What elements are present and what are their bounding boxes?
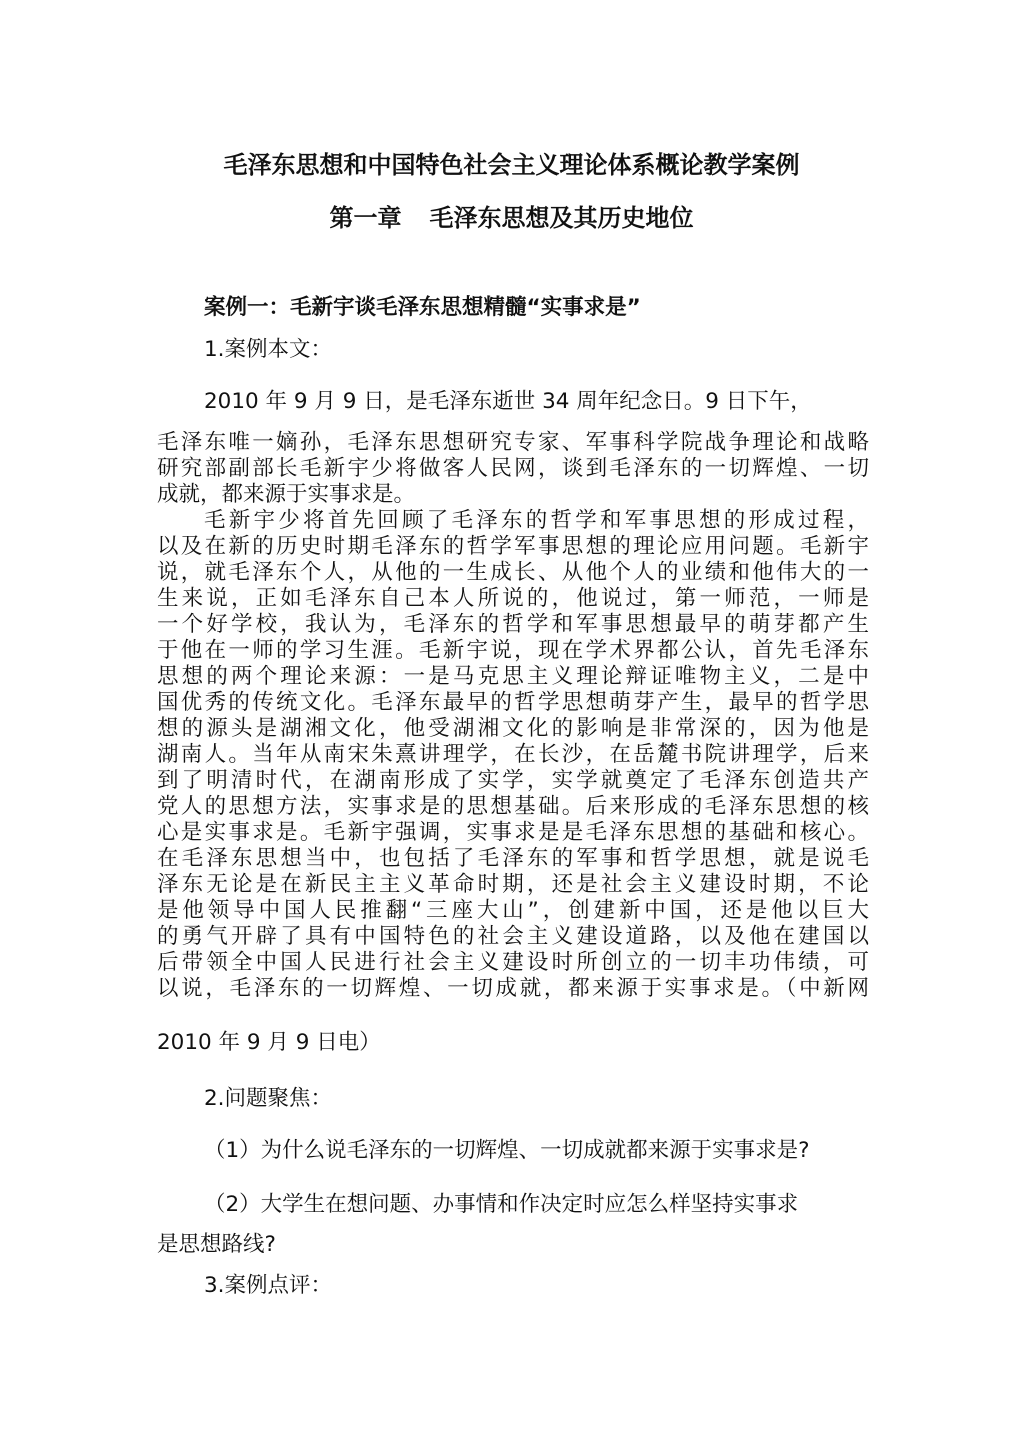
paragraph2-line: 到了明清时代，在湖南形成了实学，实学就奠定了毛泽东创造共产 <box>157 768 869 793</box>
paragraph2-line: 后带领全中国人民进行社会主义建设时所创立的一切丰功伟绩，可 <box>157 950 869 975</box>
paragraph2-line: 说，就毛泽东个人，从他的一生成长、从他个人的业绩和他伟大的一 <box>157 560 869 585</box>
source-line: 2010 年 9 月 9 日电） <box>157 1030 381 1055</box>
paragraph2-line: 的勇气开辟了具有中国特色的社会主义建设道路，以及他在建国以 <box>157 924 869 949</box>
paragraph2-line: 党人的思想方法，实事求是的思想基础。后来形成的毛泽东思想的核 <box>157 794 869 819</box>
paragraph2-line: 一个好学校，我认为，毛泽东的哲学和军事思想最早的萌芽都产生 <box>157 612 869 637</box>
paragraph2-line: 生来说，正如毛泽东自己本人所说的，他说过，第一师范，一师是 <box>157 586 869 611</box>
paragraph2-line: 是他领导中国人民推翻“三座大山”，创建新中国，还是他以巨大 <box>157 898 869 923</box>
question-1: （1）为什么说毛泽东的一切辉煌、一切成就都来源于实事求是? <box>204 1138 810 1163</box>
paragraph2-line: 国优秀的传统文化。毛泽东最早的哲学思想萌芽产生，最早的哲学思 <box>157 690 869 715</box>
chapter-heading <box>0 198 1023 233</box>
paragraph2-line: 想的源头是湖湘文化，他受湖湘文化的影响是非常深的，因为他是 <box>157 716 869 741</box>
chapter-number: 第一章 <box>329 204 402 232</box>
paragraph2-line: 在毛泽东思想当中，也包括了毛泽东的军事和哲学思想，就是说毛 <box>157 846 869 871</box>
paragraph2-line: 以说，毛泽东的一切辉煌、一切成就，都来源于实事求是。（中新网 <box>157 976 869 1001</box>
paragraph1-line: 成就，都来源于实事求是。 <box>157 482 416 507</box>
question-2-line: 是思想路线? <box>157 1232 276 1257</box>
intro-line: 2010 年 9 月 9 日，是毛泽东逝世 34 周年纪念日。9 日下午， <box>204 389 812 414</box>
paragraph2-line: 于他在一师的学习生涯。毛新宇说，现在学术界都公认，首先毛泽东 <box>157 638 869 663</box>
question-2-line: （2）大学生在想问题、办事情和作决定时应怎么样坚持实事求 <box>204 1192 799 1217</box>
chapter-name: 毛泽东思想及其历史地位 <box>429 204 694 232</box>
paragraph2-line: 泽东无论是在新民主主义革命时期，还是社会主义建设时期，不论 <box>157 872 869 897</box>
paragraph2-line: 毛新宇少将首先回顾了毛泽东的哲学和军事思想的形成过程， <box>204 508 869 533</box>
paragraph2-line: 心是实事求是。毛新宇强调，实事求是是毛泽东思想的基础和核心。 <box>157 820 869 845</box>
case-heading: 案例一：毛新宇谈毛泽东思想精髓“实事求是” <box>204 295 641 320</box>
paragraph2-line: 以及在新的历史时期毛泽东的哲学军事思想的理论应用问题。毛新宇 <box>157 534 869 559</box>
section2-label: 2.问题聚焦： <box>204 1086 333 1111</box>
paragraph2-line: 湖南人。当年从南宋朱熹讲理学，在长沙，在岳麓书院讲理学，后来 <box>157 742 869 767</box>
section1-label: 1.案例本文： <box>204 337 333 362</box>
section3-label: 3.案例点评： <box>204 1273 333 1298</box>
paragraph1-line: 毛泽东唯一嫡孙，毛泽东思想研究专家、军事科学院战争理论和战略 <box>157 430 869 455</box>
paragraph2-line: 思想的两个理论来源：一是马克思主义理论辩证唯物主义，二是中 <box>157 664 869 689</box>
paragraph1-line: 研究部副部长毛新宇少将做客人民网，谈到毛泽东的一切辉煌、一切 <box>157 456 869 481</box>
document-title: 毛泽东思想和中国特色社会主义理论体系概论教学案例 <box>223 151 800 179</box>
